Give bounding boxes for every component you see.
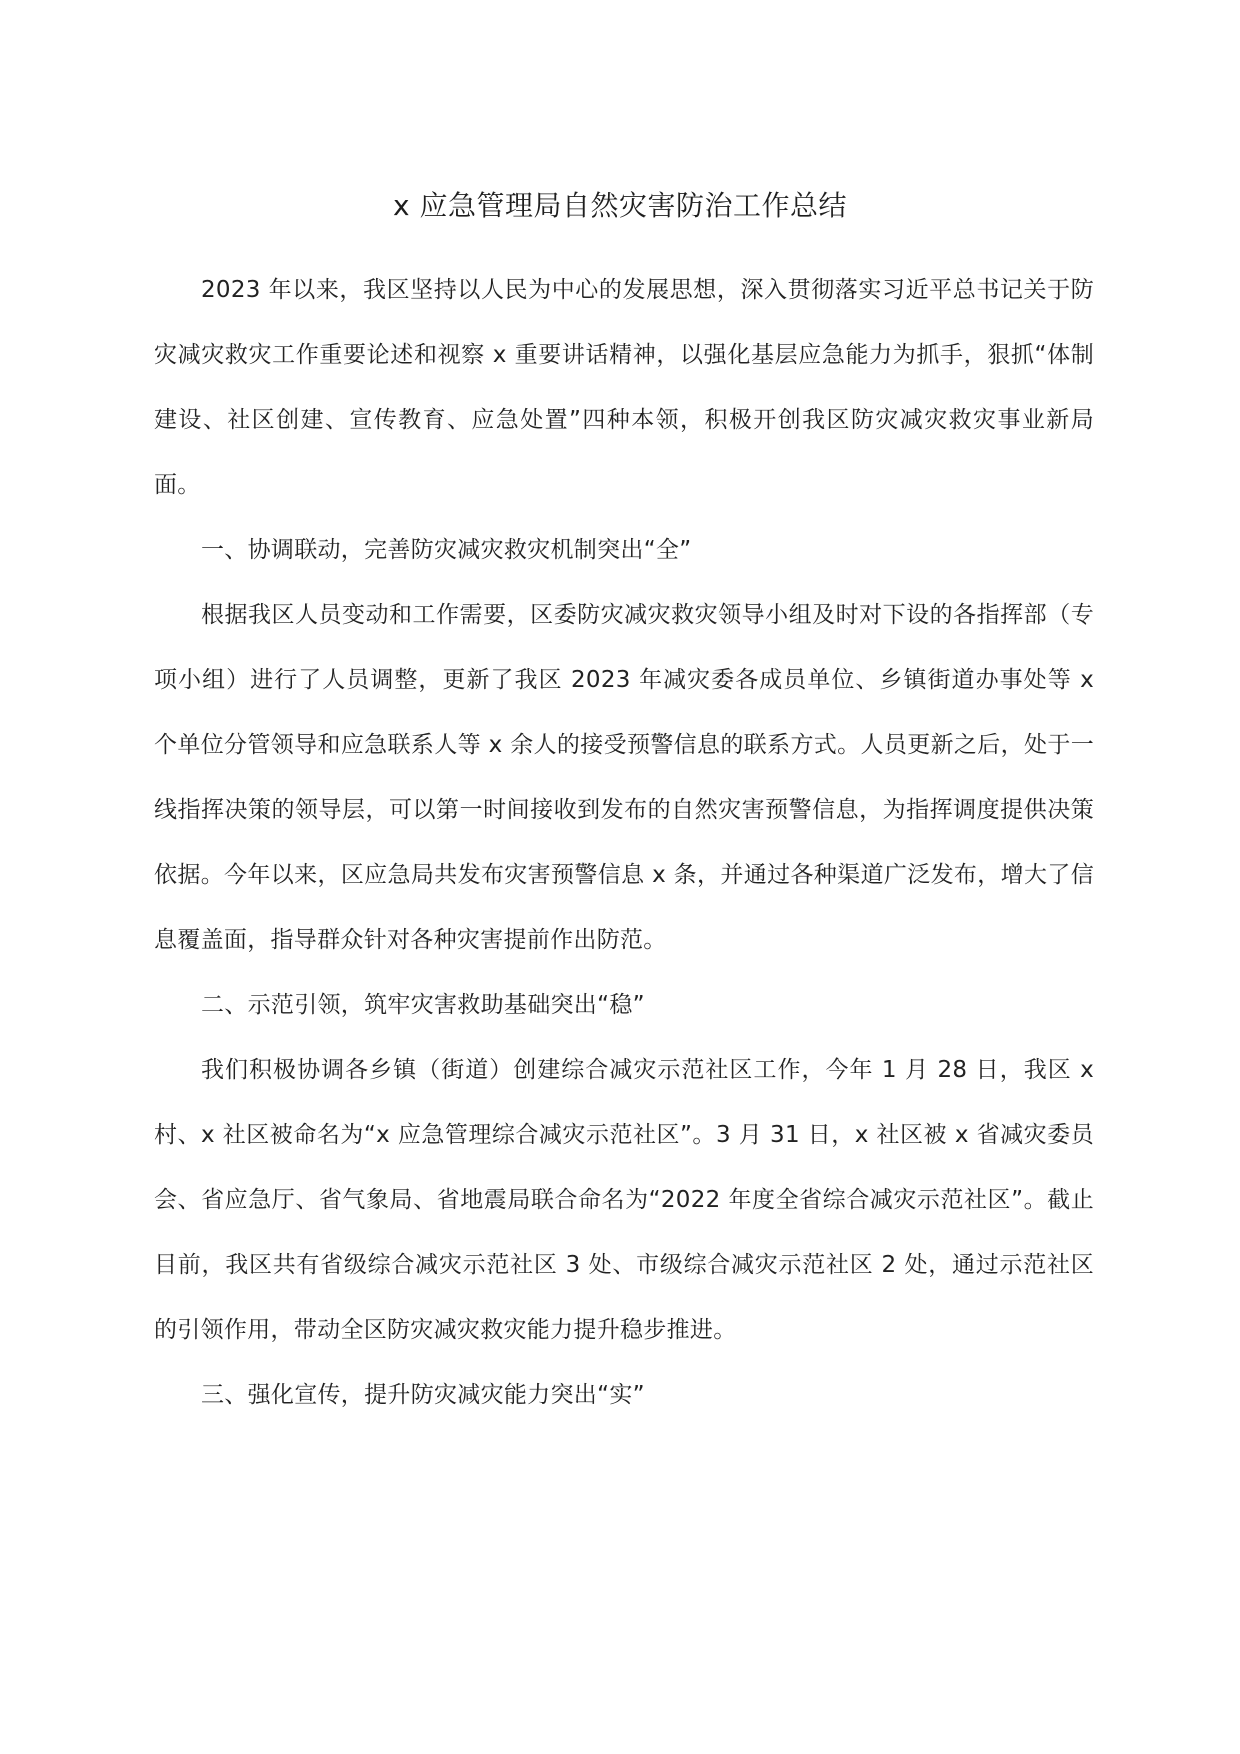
section-heading-3: 三、强化宣传，提升防灾减灾能力突出“实” [201,1382,645,1408]
section-heading-2: 二、示范引领，筑牢灾害救助基础突出“稳” [201,992,645,1018]
section-heading-1: 一、协调联动，完善防灾减灾救灾机制突出“全” [201,537,692,563]
section-2-paragraph: 我们积极协调各乡镇（街道）创建综合减灾示范社区工作，今年 1 月 28 日，我区 x 村、x 社区被命名为“x 应急管理综合减灾示范社区”。3 月 31 日，x 社区被 x 省减灾委员会、省应急厅、省气象局、省地震局联合命名为“2022 年度全省综合减灾示范社区”。截止目前，我区共有省级综合减灾示范社区 3 处、市级综合减灾示范社区 2 处，通过示范社区的引领作用，带动全区防灾减灾救灾能力提升稳步推进。 [154,1057,1094,1343]
section-1-paragraph: 根据我区人员变动和工作需要，区委防灾减灾救灾领导小组及时对下设的各指挥部（专项小组）进行了人员调整，更新了我区 2023 年减灾委各成员单位、乡镇街道办事处等 x 个单位分管领导和应急联系人等 x 余人的接受预警信息的联系方式。人员更新之后，处于一线指挥决策的领导层，可以第一时间接收到发布的自然灾害预警信息，为指挥调度提供决策依据。今年以来，区应急局共发布灾害预警信息 x 条，并通过各种渠道广泛发布，增大了信息覆盖面，指导群众针对各种灾害提前作出防范。 [154,602,1094,953]
document-body [154,258,1094,1428]
intro-paragraph: 2023 年以来，我区坚持以人民为中心的发展思想，深入贯彻落实习近平总书记关于防灾减灾救灾工作重要论述和视察 x 重要讲话精神，以强化基层应急能力为抓手，狠抓“体制建设、社区创建、宣传教育、应急处置”四种本领，积极开创我区防灾减灾救灾事业新局面。 [154,277,1094,498]
document-title: x 应急管理局自然灾害防治工作总结 [393,189,847,222]
